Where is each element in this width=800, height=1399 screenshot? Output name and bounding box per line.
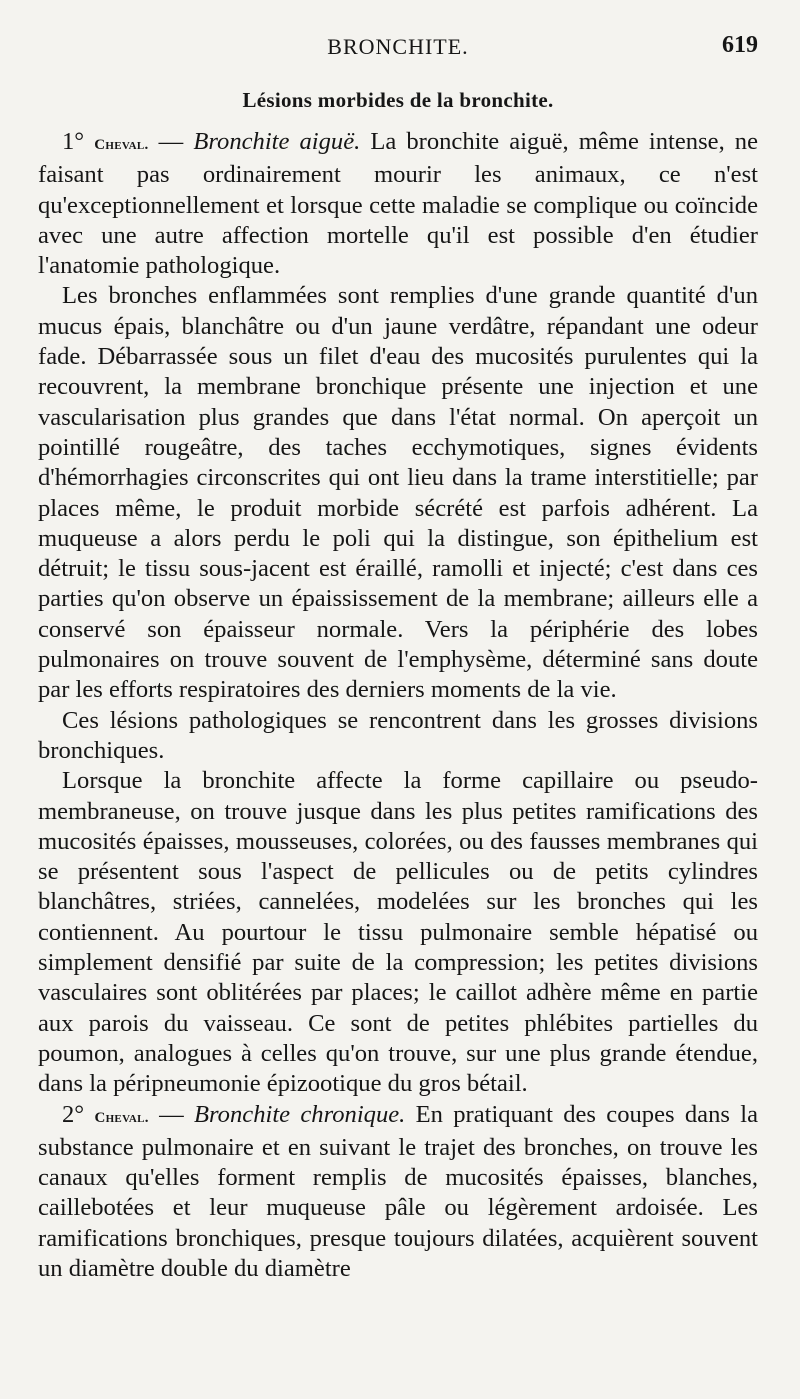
paragraph-5-subtitle: Bronchite chronique. — [194, 1100, 406, 1128]
paragraph-5-number: 2° — [62, 1100, 85, 1128]
paragraph-2: Les bronches enflammées sont remplies d'une grande quantité d'un mucus épais, blanchâtre ou d'un jaune verdâtre, répandant une odeur fade. Débarrassée sous un filet d'eau des mucosités purulentes qui la recouvrent, la membrane bronchique présente une injection et une vascularisation plus grandes que dans l'état normal. On aperçoit un pointillé rougeâtre, des taches ecchymotiques, signes évidents d'hémorrhagies circonscrites qui ont lieu dans la trame interstitielle; par places même, le produit morbide sécrété est parfois adhérent. La muqueuse a alors perdu le poli qui la distingue, son épithelium est détruit; le tissu sous-jacent est éraillé, ramolli et injecté; c'est dans ces parties qu'on observe un épaississement de la membrane; ailleurs elle a conservé son épaisseur normale. Vers la périphérie des lobes pulmonaires on trouve souvent de l'emphysème, déterminé sans doute par les efforts respiratoires des derniers moments de la vie. — [38, 282, 758, 704]
paragraph-1-number: 1° — [62, 128, 85, 155]
section-heading: Lésions morbides de la bronchite. — [242, 88, 554, 112]
paragraph-5-text: En pratiquant des coupes dans la substance pulmonaire et en suivant le trajet des bronches, on trouve les canaux qu'elles forment remplis de mucosités épaisses, blanches, caillebotées et leur muqueuse pâle ou légèrement ardoisée. Les ramifications bronchiques, presque toujours dilatées, acquièrent souvent un diamètre double du diamètre — [38, 1100, 758, 1282]
paragraph-5-label: Cheval. — [94, 1109, 149, 1126]
body-text — [38, 127, 758, 1284]
running-header — [38, 0, 758, 70]
paragraph-1 — [38, 127, 758, 281]
paragraph-1-subtitle: Bronchite aiguë. — [193, 128, 361, 155]
running-title: BRONCHITE. — [327, 34, 469, 59]
paragraph-1-label: Cheval. — [94, 137, 149, 153]
paragraph-1-text: La bronchite aiguë, même intense, ne faisant pas ordinairement mourir les animaux, ce n'est qu'exceptionnellement et lorsque cette maladie se complique ou coïncide avec une autre affection mortelle qu'il est possible d'en étudier l'anatomie pathologique. — [38, 128, 759, 280]
paragraph-5 — [38, 1100, 758, 1285]
paragraph-1-dash: — — [148, 128, 194, 155]
page-number: 619 — [722, 32, 758, 58]
paragraph-5-dash: — — [148, 1100, 194, 1128]
paragraph-3: Ces lésions pathologiques se rencontrent dans les grosses divisions bronchiques. — [38, 706, 758, 764]
paragraph-4: Lorsque la bronchite affecte la forme capillaire ou pseudo-membraneuse, on trouve jusque dans les plus petites ramifications des mucosités épaisses, mousseuses, colorées, ou des fausses membranes qui se présentent sous l'aspect de pellicules ou de petits cylindres blanchâtres, striées, cannelées, modelées sur les bronches qui les contiennent. Au pourtour le tissu pulmonaire semble hépatisé ou simplement densifié par suite de la compression; les petites divisions vasculaires sont oblitérées par places; le caillot adhère même en partie aux parois du vaisseau. Ce sont de petites phlébites partielles du poumon, analogues à celles qu'on trouve, sur une plus grande étendue, dans la péripneumonie épizootique du gros bétail. — [38, 767, 758, 1098]
